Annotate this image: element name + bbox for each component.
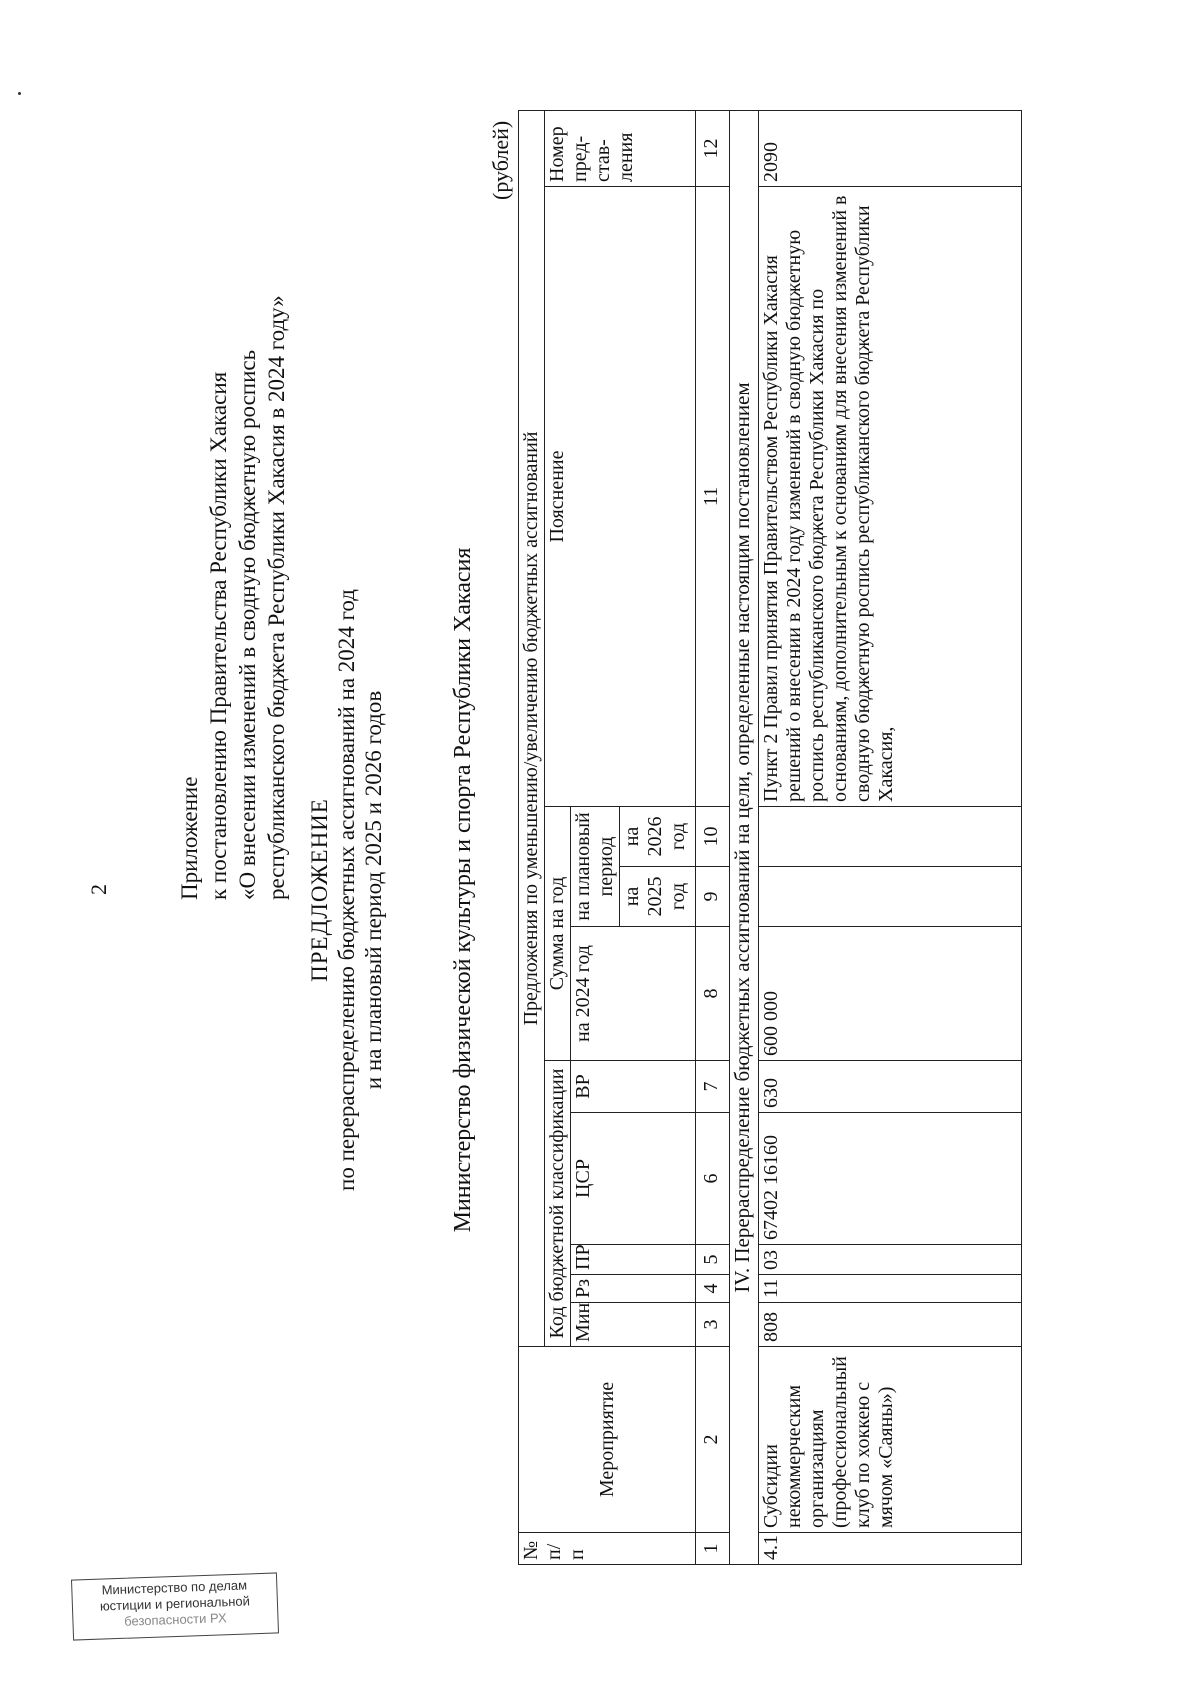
- column-number: 11: [696, 187, 730, 807]
- page-number: 2: [86, 884, 111, 895]
- document-title: [306, 90, 387, 1690]
- header-planned: на плановый период: [571, 807, 620, 927]
- row-event: Субсидии некоммерческим организациям (профессиональный клуб по хоккею с мячом «Саяны»): [759, 1347, 1022, 1533]
- budget-table: [518, 110, 1022, 1565]
- row-sum-2025: [759, 867, 1022, 927]
- appendix-line: «О внесении изменений в сводную бюджетную роспись: [235, 349, 260, 900]
- header-event: Мероприятие: [519, 1347, 696, 1533]
- table-row: [759, 110, 1022, 1564]
- row-sum-2024: 600 000: [759, 927, 1022, 1061]
- header-explanation: Пояснение: [545, 187, 696, 807]
- column-number: 10: [696, 807, 730, 867]
- ministry-name: Министерство физической культуры и спорта Республики Хакасия: [450, 547, 476, 1233]
- appendix-line: республиканского бюджета Республики Хакасия в 2024 году»: [264, 295, 289, 900]
- document-page: [10, 90, 1110, 1690]
- header-code: Код бюджетной классификации: [545, 1061, 571, 1347]
- row-pr: 03: [759, 1245, 1022, 1275]
- registration-stamp: [71, 1572, 279, 1640]
- header-2025: на 2025 год: [620, 867, 696, 927]
- header-sum: Сумма на год: [545, 807, 571, 1061]
- row-min: 808: [759, 1303, 1022, 1347]
- unit-label: (рублей): [488, 120, 513, 200]
- column-number: 8: [696, 927, 730, 1061]
- column-number: 4: [696, 1275, 730, 1303]
- header-2026: на 2026 год: [620, 807, 696, 867]
- title-subtitle: и на плановый период 2025 и 2026 годов: [361, 690, 386, 1090]
- stamp-line: безопасности РХ: [123, 1610, 227, 1629]
- column-number: 6: [696, 1113, 730, 1245]
- appendix-header: [175, 295, 291, 900]
- title-main: ПРЕДЛОЖЕНИЕ: [307, 798, 332, 982]
- header-csr: ЦСР: [571, 1113, 696, 1245]
- section-heading: IV. Перераспределение бюджетных ассигнований на цели, определенные настоящим постановлением: [730, 110, 759, 1564]
- title-subtitle: по перераспределению бюджетных ассигнований на 2024 год: [334, 589, 359, 1191]
- header-num: № п/п: [519, 1533, 696, 1565]
- row-sum-2026: [759, 807, 1022, 867]
- column-number: 1: [696, 1533, 730, 1565]
- column-number: 5: [696, 1245, 730, 1275]
- column-number: 12: [696, 110, 730, 186]
- header-representation: Номер пред-став-ления: [545, 110, 696, 186]
- header-proposals: Предложения по уменьшению/увеличению бюджетных ассигнований: [519, 110, 545, 1346]
- header-pr: ПР: [571, 1245, 696, 1275]
- appendix-line: Приложение: [177, 776, 202, 900]
- row-rz: 11: [759, 1275, 1022, 1303]
- row-number: 4.1: [759, 1533, 1022, 1565]
- row-csr: 67402 16160: [759, 1113, 1022, 1245]
- column-number: 2: [696, 1347, 730, 1533]
- stamp-line: Министерство по делам: [101, 1577, 248, 1598]
- column-number: 7: [696, 1061, 730, 1113]
- row-representation: 2090: [759, 110, 1022, 186]
- stamp-line: юстиции и региональной: [99, 1593, 251, 1614]
- row-vr: 630: [759, 1061, 1022, 1113]
- header-vr: ВР: [571, 1061, 696, 1113]
- header-2024: на 2024 год: [571, 927, 696, 1061]
- column-number: 9: [696, 867, 730, 927]
- header-rz: Рз: [571, 1275, 696, 1303]
- row-explanation: Пункт 2 Правил принятия Правительством Республики Хакасия решений о внесении в 2024 году изменений в сводную бюджетную роспись республиканского бюджета Республики Хакасия по основаниям, дополнительным к основаниям для внесения изменений в сводную бюджетную роспись республиканского бюджета Республики Хакасия,: [759, 187, 1022, 807]
- scan-speck: [18, 92, 21, 95]
- appendix-line: к постановлению Правительства Республики Хакасия: [206, 371, 231, 900]
- header-min: Мин: [571, 1303, 696, 1347]
- column-number: 3: [696, 1303, 730, 1347]
